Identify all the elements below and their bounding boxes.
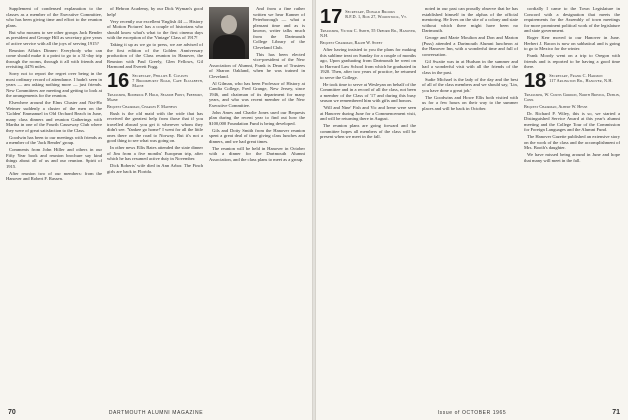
body-paragraph: Gil Swaite was in at Hudson in the summer and had a wonderful visit with all the friends of the class in the past. xyxy=(422,58,518,75)
class-number: 16 xyxy=(107,69,130,92)
right-column-3 xyxy=(524,6,620,400)
body-paragraph: cordially I came to the Town Legislature in Concord with a designation that meets the requirements for the Assembly of town meetings for more prominent political work of the legislature and state government. xyxy=(524,6,620,33)
body-paragraph: After having insisted to you the plans for making this sublime treat on Sunday for a couple of months ago, Upon graduating from Dartmouth he went on to Harvard Law School from which he graduated in 1920. Then, after two years of practice, he returned to serve the College. xyxy=(320,47,416,80)
left-column-2 xyxy=(107,6,203,400)
body-paragraph: Very recently our excellent 'English 44 — History of Motion Pictures' has a couple of historians who should know what's what to the first cinema days with the exception of the 'Vintage' Class of 1917! xyxy=(107,18,203,40)
address-line: 7 Brookhurst Road, Cape Elizabeth, Maine xyxy=(132,77,203,88)
class-officers xyxy=(132,72,203,88)
body-paragraph: And from a fine rather written we hear Kanner of Peterborough — what a pleasant time and as is known, writer talks much from the Dartmouth College Library of the Cleveland Club. xyxy=(253,6,305,50)
issue-title: Issue of OCTOBER 1965 xyxy=(437,410,507,416)
page-number: 70 xyxy=(8,409,16,416)
address-line: R.F.D. 1, Box 27, Woodstock, Vt. xyxy=(345,14,408,19)
body-paragraph: The reunion plans are going forward and the committee hopes all members of the class will be present when we meet in the fall. xyxy=(320,123,416,139)
body-paragraph: Sudie Michael is the lady of the day and the best of all of the class members and we should say, 'Lin, you have done a great job.' xyxy=(422,76,518,93)
body-paragraph: Sorry not to report the regret over being in the most ordinary record of attendance. I hadn't seen in years — am asking nothing more — just friends. New Committees are meeting and getting to look at the arrangements for the reunion. xyxy=(6,71,102,98)
body-paragraph: John Ames and Charlie Jones used our Bequests plan during the recent year to find out how the $100,000 Foundation Fund is being developed. xyxy=(209,109,305,126)
portrait-shoulders xyxy=(213,35,245,59)
address-line: 117 Arlington Rd., Hanover, N.H. xyxy=(549,77,613,83)
body-paragraph: This has been elected vice-president of the New Association of Alumni, Frank is Dean of Trustees of Sharon Oakland, when he was trained in Cleveland. xyxy=(209,51,305,79)
treasurer-line: Treasurer, W. Curtis Gordon, North Bristol, Dublin, Conn. xyxy=(524,91,620,102)
body-paragraph: George and Marie Moulton and Don and Marion (Puss) attended a Dartmouth Alumni luncheon at the Hanover Inn, with a wonderful time and full of conversation. xyxy=(422,35,518,57)
body-paragraph: Reunion Affairs Dinner: Everybody who can come should make it a point to go to a 31-day trip through the rooms, through it all with friends and revisiting 4476 miles. xyxy=(6,47,102,69)
body-paragraph: In other news Ellis Bates attended the state dinner of Jim from a five months' European trip, after which he has resumed active duty in November. xyxy=(107,145,203,161)
secretary-line: Secretary, Donald Brooks xyxy=(345,9,396,14)
class-header-16 xyxy=(107,69,203,92)
body-paragraph: Frank Moody went on a trip to Oregon with friends and is reported to be having a good time there. xyxy=(524,53,620,69)
right-column-1 xyxy=(320,6,416,400)
body-paragraph: of Hebron Academy, by our Dick Wyman's good help! xyxy=(107,6,203,17)
body-paragraph: The Hanover Gazette published an extensive story on the work of the class and the accomplishment of Mrs. Booth's daughter. xyxy=(524,134,620,150)
body-paragraph: 'Will and Nine' Fish and Vic and Irene were seen at Hanover during June for a Commencement visit, and will be returning there in August. xyxy=(320,105,416,121)
body-paragraph: Dick Roberts' wife died in Ann Arbor. The Finch girls are back in Florida. xyxy=(107,163,203,174)
body-paragraph: Comments from John Hiller and others in our Fifty Year book and reunion brochure say kind things about all of us and our reunion. Spirit of 1915. xyxy=(6,147,102,169)
body-paragraph: Taking it up as we go to press, we are advised of the first edition of the Golden Anniversary production of the Class reunion in Hanover, the Reunion with Paul Greely, Glen Fellows, Gil Harmond and Everett Fogg. xyxy=(107,42,203,69)
portrait-head xyxy=(221,15,237,34)
left-column-3 xyxy=(209,6,305,400)
bequest-chairman-line: Bequest Chairman, Charles F. Mathews xyxy=(107,103,178,109)
secretary-line: Secretary, Frank C. Harmon xyxy=(549,72,603,78)
body-paragraph: The Goodwins and Howe Ellis both visited with us for a few hours on their way to the summer places and will be back in October. xyxy=(422,94,518,111)
right-column-2 xyxy=(422,6,518,400)
treasurer-line: Treasurer, Victor C. Smith, 55 Orford Rd., Hanover, N.H. xyxy=(320,28,416,38)
left-page xyxy=(0,0,312,420)
body-paragraph: Gils and Dotty Smith from the Hanover reunion spent a great deal of time giving class lunches and dinners, and we had great times. xyxy=(209,127,305,144)
bequest-chairman-line: Bequest Chairman, Ralph W. Sweet xyxy=(320,40,383,45)
body-paragraph: noted in our past can proudly observe that he has established himself in the alphas of the official mentoring. He lives on the site of a colony and state without which there might have been no Dartmouth. xyxy=(422,6,518,33)
body-paragraph: But who mourns to see other groups Jack Bender as president and George Hill as secretary give years of active service with all the joys of serving 1915? xyxy=(6,29,102,46)
body-paragraph: Al Gilman, who has been Professor of History at Candia College, Fred Grange, New Jersey, since 1946, and chairman of its department for many years, and who was recent member of the New Executive Committee. xyxy=(209,80,305,108)
page-number: 71 xyxy=(612,409,620,416)
left-column-1 xyxy=(6,6,102,400)
left-footer xyxy=(0,404,312,416)
class-officers xyxy=(549,72,612,83)
body-paragraph: Dr. Richard P. Wiley, this is so, we started a Distinguished Service Award at this year's alumni meeting and the College Tour of the Commission for Foreign Languages and the Alumni Fund. xyxy=(524,110,620,132)
class-header-18 xyxy=(524,69,620,92)
body-paragraph: After reunion two of our members: from the Hanover and Robert F. Rassen. xyxy=(6,170,102,181)
right-page xyxy=(316,0,628,420)
magazine-title: DARTMOUTH ALUMNI MAGAZINE xyxy=(108,410,204,416)
body-paragraph: We have missed being around in June and hope that many will meet in the fall. xyxy=(524,152,620,163)
body-paragraph: Elsewhere around the Elms Cluster and Nat-Ho Weimer suddenly a cluster of the men on the 'Golden' Emmanuel in Old Orchard Beach in June, many class dinners and reunion Gatherings with Martha in one of the Fourth Causeway Club where they were of great satisfaction to the Class. xyxy=(6,100,102,133)
body-paragraph: The reunion will be held in Hanover in October with a dinner for the Dartmouth Alumni Association, and the class plans to meet as a group. xyxy=(209,145,305,162)
bequest-chairman-line: Bequest Chairman, Albert W. Hesse xyxy=(524,103,588,109)
class-header-17 xyxy=(320,8,416,26)
body-paragraph: He took time to serve at Wesleyan on behalf of the Committee and in a record of all the class, not been a member of the Class of '17 and during this busy season we remembered him with gifts and honors. xyxy=(320,81,416,103)
class-officers xyxy=(345,8,407,19)
secretary-line: Secretary, Phillips E. Cleaves xyxy=(132,72,189,78)
body-paragraph: Goodwin has been to our meetings with friends as a member of the 'Jack Bender' group. xyxy=(6,134,102,145)
body-paragraph: Roger Kerr moved to our Hanover in June. Herbert J. Bacon is now on sabbatical and is going to go to Mexico for the winter. xyxy=(524,35,620,51)
portrait-photo xyxy=(209,7,249,59)
body-paragraph: Rush is the old maid with the wide that has received the greatest help from those that if you travelled abroad you get it wherever whom they didn't see. 'Yankee go home!' I went for all the little ones there on the road to Norway. But it's not a good thing to see what was going on. xyxy=(107,110,203,143)
body-paragraph: Supplement of condensed explanation to the classes as a member of the Executive Committee, who has been giving time and effort to the reunion plans. xyxy=(6,6,102,28)
right-footer xyxy=(316,404,628,416)
class-number: 17 xyxy=(320,6,343,28)
treasurer-line: Treasurer, Roderick P. Hold, Seaside Point, Freeport, Maine xyxy=(107,91,203,102)
class-number: 18 xyxy=(524,69,547,92)
